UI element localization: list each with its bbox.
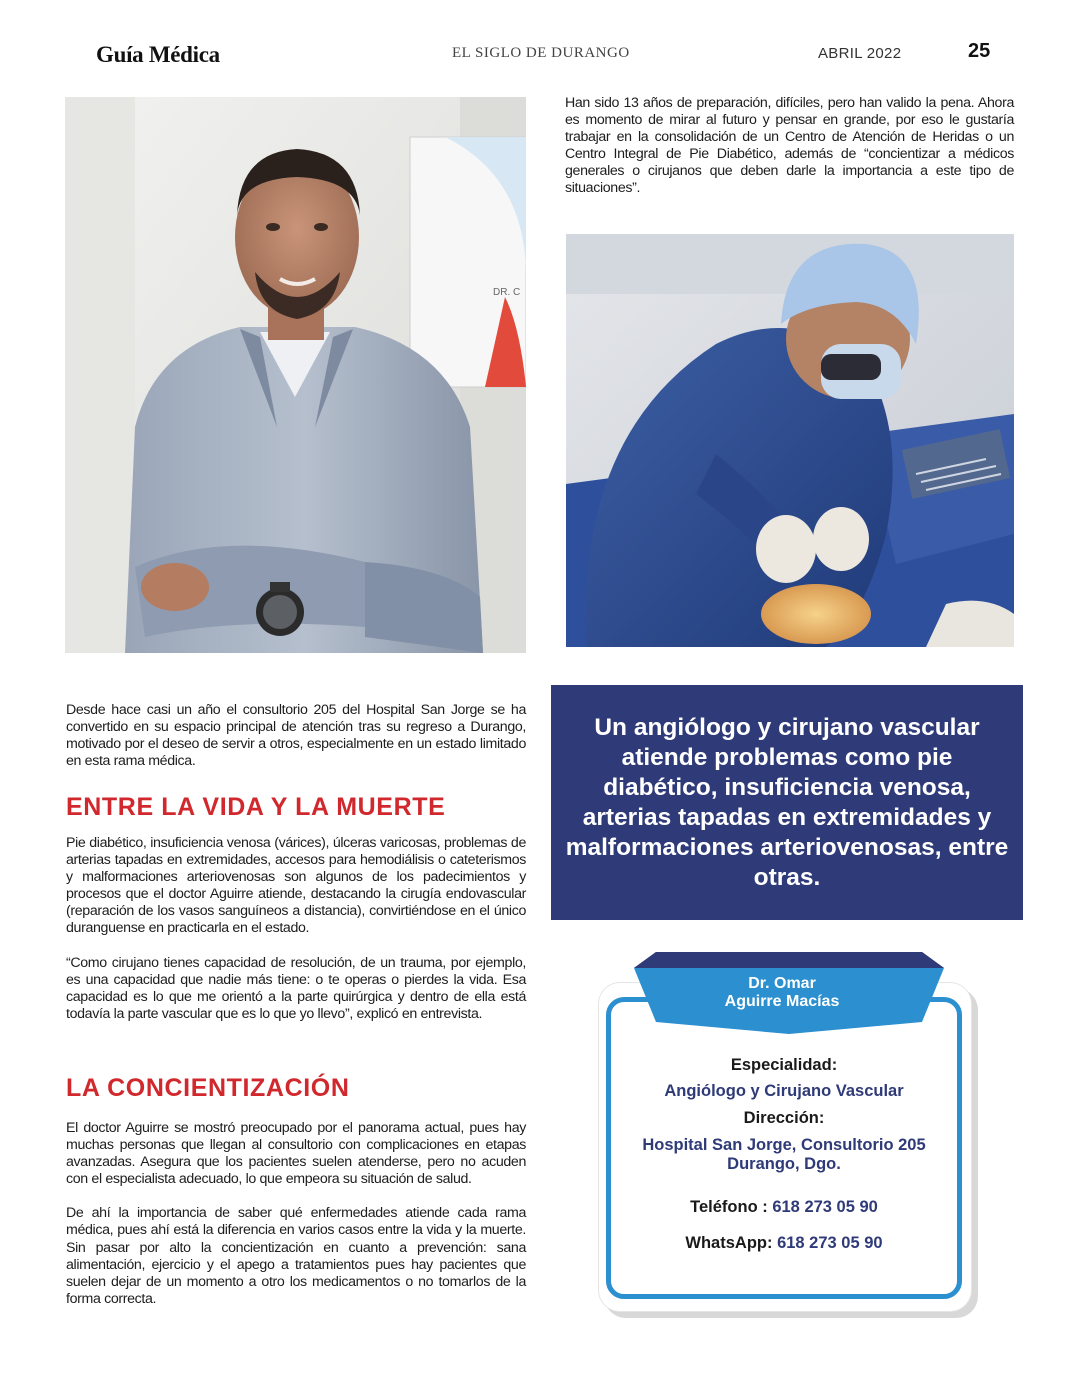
screen-label: DR. C (493, 287, 521, 298)
intro-text: Han sido 13 años de preparación, difíciles, pero han valido la pena. Ahora es momento de mirar al futuro y pensar en grande, por eso le gustaría trabajar en la consolidación de un Centro de Atención de Heridas o un Centro Integral de Pie Diabético, además de “concientizar a médicos generales o cirujanos que deben darle la importancia a este tipo de situaciones”. (565, 95, 1014, 197)
brand-title: Guía Médica (96, 42, 220, 67)
doctor-first-name: Dr. Omar (748, 975, 816, 992)
callout-text: Un angiólogo y cirujano vascular atiende problemas como pie diabético, insuficiencia venosa, arterias tapadas en extremidades y malformaciones arteriovenosas, entre otras. (565, 713, 1009, 891)
section1-paragraph-1: Pie diabético, insuficiencia venosa (várices), úlceras varicosas, problemas de arterias tapadas en extremidades, accesos para hemodiálisis o cateterismos y malformaciones arteriovenosas son algunos de los padecimientos y procesos que el doctor Aguirre atiende, destacando la cirugía endovascular (reparación de los vasos sanguíneos a distancia), convirtiéndose en el único duranguense en practicarla en el estado. (66, 835, 526, 937)
specialty-value: Angiólogo y Cirujano Vascular (664, 1082, 904, 1100)
section2-paragraph-2: De ahí la importancia de saber qué enfermedades atiende cada rama médica, pues ahí está la diferencia en varios casos entre la vida y la muerte. Sin pasar por alto la concientización en cuanto a prevención: sana alimentación, ejercicio y el apego a tratamientos pues hay pacientes que suelen dejar de un momento a otro los medicamentos o no tomarlos de la forma correcta. (66, 1205, 526, 1307)
newspaper-name: EL SIGLO DE DURANGO (452, 45, 630, 61)
section2-paragraph-1: El doctor Aguirre se mostró preocupado por el panorama actual, pues hay muchas personas que llegan al consultorio con complicaciones en etapas avanzadas. Asegura que los pacientes suelen atenderse, pero no acuden con el especialista adecuado, lo que empeora su situación de salud. (66, 1120, 526, 1188)
specialty-label: Especialidad: (730, 1056, 838, 1074)
address-label: Dirección: (743, 1109, 825, 1127)
whatsapp-number[interactable]: 618 273 05 90 (777, 1234, 883, 1252)
callout-box (551, 685, 1023, 920)
consultorio-text: Desde hace casi un año el consultorio 205 del Hospital San Jorge se ha convertido en su espacio principal de atención tras su regreso a Durango, motivado por el deseo de servir a otros, especialmente en un estado limitado en esta rama médica. (66, 702, 526, 770)
address-line-1: Hospital San Jorge, Consultorio 205 (642, 1136, 926, 1154)
doctor-name (680, 975, 884, 1011)
phone-label: Teléfono : (690, 1198, 773, 1216)
phone-row (606, 1198, 962, 1217)
doctor-portrait-photo (65, 97, 526, 653)
section1-body (66, 835, 526, 1023)
page-number: 25 (968, 40, 991, 62)
whatsapp-row (606, 1234, 962, 1253)
section1-paragraph-2: “Como cirujano tienes capacidad de resolución, de un trauma, por ejemplo, es una capacidad que nadie más tiene: o te operas o pierdes la vida. Esa capacidad es lo que me orientó a la parte quirúrgica y dentro de ella está todavía la parte vascular que es lo que yo llevo”, explicó en entrevista. (66, 954, 526, 1022)
doctor-last-name: Aguirre Macías (724, 993, 840, 1010)
issue-date: ABRIL 2022 (818, 45, 902, 62)
phone-number[interactable]: 618 273 05 90 (772, 1198, 878, 1216)
address-line-2: Durango, Dgo. (727, 1155, 841, 1173)
section-heading-concientizacion: LA CONCIENTIZACIÓN (66, 1074, 350, 1102)
consultorio-paragraph (66, 702, 526, 770)
surgery-photo (566, 234, 1014, 647)
intro-paragraph (565, 95, 1014, 198)
whatsapp-label: WhatsApp: (685, 1234, 778, 1252)
section-heading-vida-muerte: ENTRE LA VIDA Y LA MUERTE (66, 793, 446, 821)
section2-body (66, 1120, 526, 1308)
